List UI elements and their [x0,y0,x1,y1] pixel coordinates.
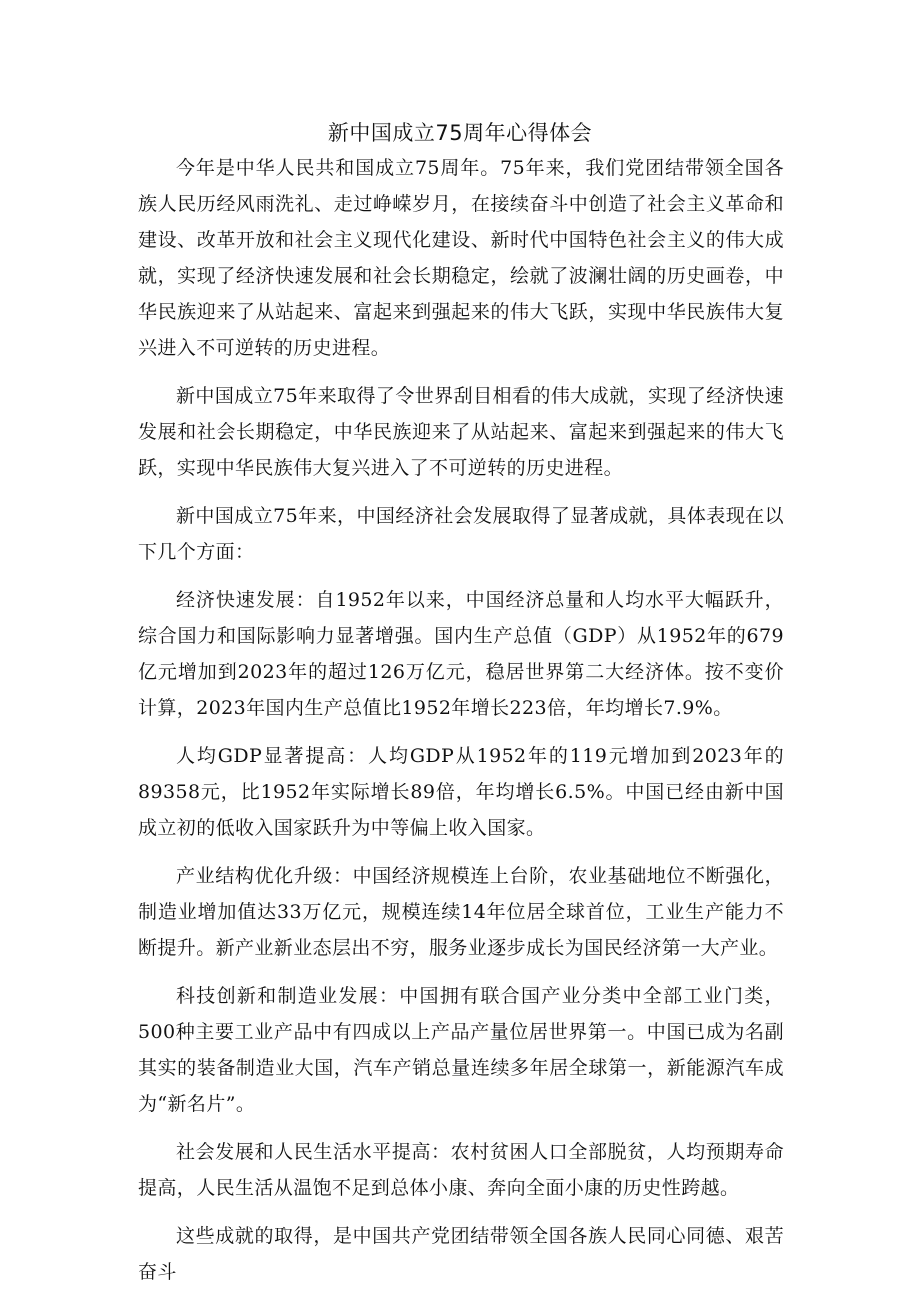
paragraph-conclusion: 这些成就的取得，是中国共产党团结带领全国各族人民同心同德、艰苦奋斗 [138,1225,784,1283]
paragraph-social-development: 社会发展和人民生活水平提高：农村贫困人口全部脱贫，人均预期寿命提高，人民生活从温饱不足到总体小康、奔向全面小康的历史性跨越。 [138,1141,784,1199]
document-title: 新中国成立75周年心得体会 [327,121,593,145]
paragraph-intro: 今年是中华人民共和国成立75周年。75年来，我们党团结带领全国各族人民历经风雨洗礼、走过峥嵘岁月，在接续奋斗中创造了社会主义革命和建设、改革开放和社会主义现代化建设、新时代中国特色社会主义的伟大成就，实现了经济快速发展和社会长期稳定，绘就了波澜壮阔的历史画卷，中华民族迎来了从站起来、富起来到强起来的伟大飞跃，实现中华民族伟大复兴进入不可逆转的历史进程。 [138,157,784,359]
paragraph-overview: 新中国成立75年来，中国经济社会发展取得了显著成就，具体表现在以下几个方面： [138,505,784,563]
paragraph-economic-growth: 经济快速发展：自1952年以来，中国经济总量和人均水平大幅跃升，综合国力和国际影响力显著增强。国内生产总值（GDP）从1952年的679亿元增加到2023年的超过126万亿元，稳居世界第二大经济体。按不变价计算，2023年国内生产总值比1952年增长223倍，年均增长7.9%。 [138,589,784,719]
paragraph-achievements: 新中国成立75年来取得了令世界刮目相看的伟大成就，实现了经济快速发展和社会长期稳定，中华民族迎来了从站起来、富起来到强起来的伟大飞跃，实现中华民族伟大复兴进入了不可逆转的历史进程。 [138,385,784,479]
paragraph-technology-manufacturing: 科技创新和制造业发展：中国拥有联合国产业分类中全部工业门类，500种主要工业产品中有四成以上产品产量位居世界第一。中国已成为名副其实的装备制造业大国，汽车产销总量连续多年居全球第一，新能源汽车成为“新名片”。 [138,985,784,1115]
document-body [138,150,784,1302]
paragraph-per-capita-gdp: 人均GDP显著提高：人均GDP从1952年的119元增加到2023年的89358元，比1952年实际增长89倍，年均增长6.5%。中国已经由新中国成立初的低收入国家跃升为中等偏上收入国家。 [138,745,784,839]
paragraph-industrial-structure: 产业结构优化升级：中国经济规模连上台阶，农业基础地位不断强化，制造业增加值达33万亿元，规模连续14年位居全球首位，工业生产能力不断提升。新产业新业态层出不穷，服务业逐步成长为国民经济第一大产业。 [138,865,784,959]
